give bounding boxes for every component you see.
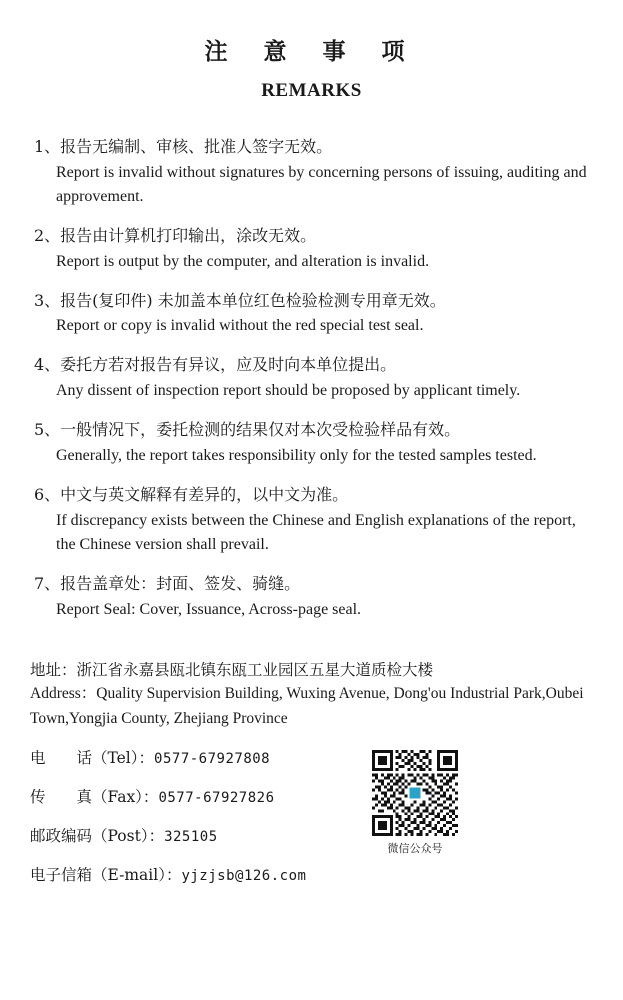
- email-value: yjzjsb@126.com: [181, 867, 307, 884]
- remark-text-chinese: 2、报告由计算机打印输出，涂改无效。: [34, 225, 317, 245]
- list-item: [28, 224, 595, 274]
- remark-text-english: Report is invalid without signatures by concerning persons of issuing, auditing and approvement.: [56, 163, 587, 205]
- address-chinese: 地址：浙江省永嘉县瓯北镇东瓯工业园区五星大道质检大楼: [30, 660, 434, 679]
- remark-text-chinese: 1、报告无编制、审核、批准人签字无效。: [34, 137, 333, 156]
- page-title-chinese: 注 意 事 项: [204, 38, 419, 65]
- qr-code-icon: [372, 750, 458, 836]
- remark-text-english: Any dissent of inspection report should be proposed by applicant timely.: [56, 382, 521, 400]
- qr-caption: 微信公众号: [387, 841, 443, 855]
- remarks-list: [28, 135, 595, 622]
- list-item: [28, 289, 595, 339]
- page-title-english: REMARKS: [261, 80, 362, 101]
- telephone-row: [30, 746, 595, 768]
- remark-text-english: Report is output by the computer, and alteration is invalid.: [56, 252, 430, 270]
- email-label: 电子信箱（E-mail）：: [30, 865, 182, 884]
- remark-text-english: If discrepancy exists between the Chinese and English explanations of the report, the Chinese version shall prevail.: [56, 511, 576, 553]
- remark-text-chinese: 3、报告(复印件) 未加盖本单位红色检验检测专用章无效。: [34, 290, 446, 310]
- address-english: Address：Quality Supervision Building, Wuxing Avenue, Dong'ou Industrial Park,Oubei Town,Yongjia County, Zhejiang Province: [30, 685, 584, 728]
- remark-text-english: Report or copy is invalid without the red special test seal.: [56, 317, 424, 335]
- contact-block: [28, 658, 595, 885]
- remark-text-chinese: 4、委托方若对报告有异议，应及时向本单位提出。: [34, 355, 397, 375]
- telephone-value: 0577-67927808: [154, 750, 271, 767]
- list-item: [28, 418, 595, 468]
- postcode-label: 邮政编码（Post）：: [30, 826, 165, 845]
- remark-text-chinese: 6、中文与英文解释有差异的，以中文为准。: [34, 484, 349, 504]
- email-row: [30, 863, 595, 885]
- list-item: [28, 353, 595, 403]
- list-item: [28, 483, 595, 557]
- remark-text-chinese: 5、一般情况下，委托检测的结果仅对本次受检验样品有效。: [34, 420, 461, 440]
- postcode-row: [30, 824, 595, 846]
- remark-text-chinese: 7、报告盖章处：封面、签发、骑缝。: [34, 573, 301, 593]
- wechat-qr-block: [367, 750, 463, 856]
- fax-row: [30, 785, 595, 807]
- remark-text-english: Report Seal: Cover, Issuance, Across-page seal.: [56, 600, 362, 618]
- list-item: [28, 572, 595, 622]
- remark-text-english: Generally, the report takes responsibility only for the tested samples tested.: [56, 446, 537, 464]
- contact-rows: [30, 746, 595, 885]
- fax-label: 传 真（Fax）：: [30, 787, 159, 806]
- list-item: [28, 135, 595, 209]
- telephone-label: 电 话（Tel）：: [30, 748, 155, 767]
- postcode-value: 325105: [164, 828, 218, 845]
- fax-value: 0577-67927826: [158, 789, 275, 806]
